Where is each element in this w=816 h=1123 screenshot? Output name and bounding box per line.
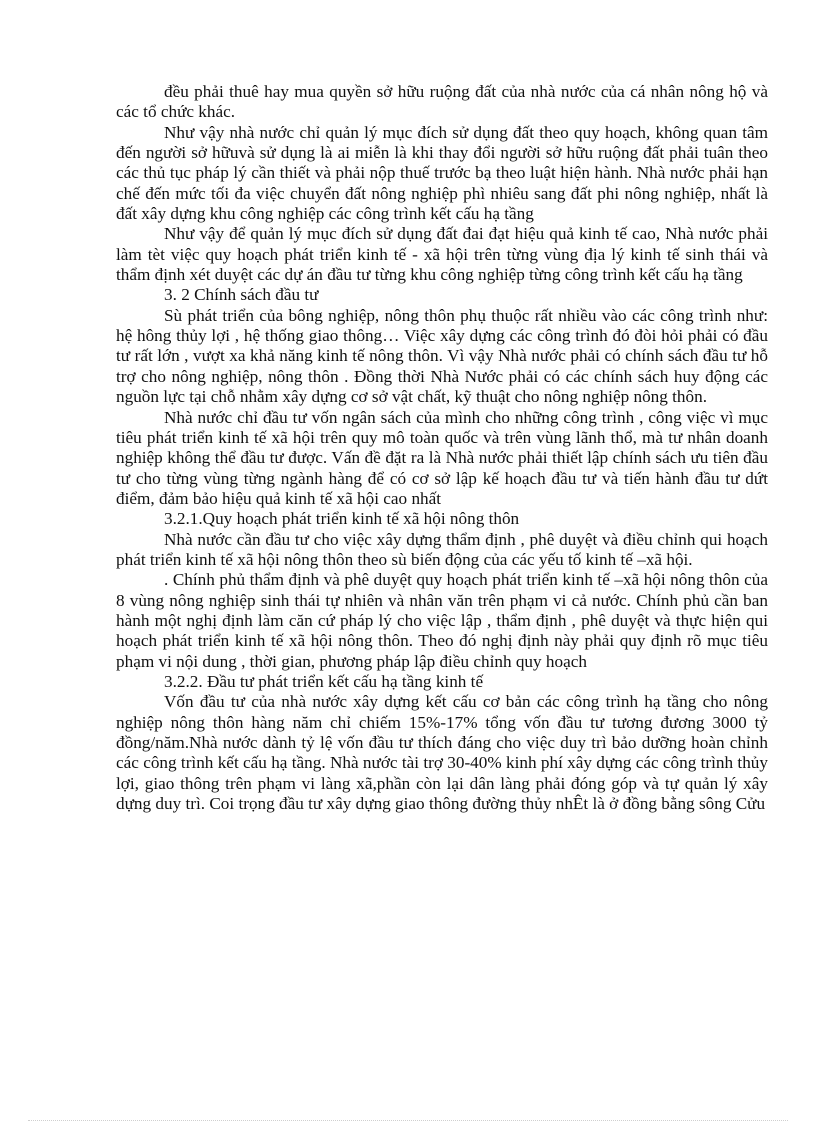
section-heading-rural-planning: 3.2.1.Quy hoạch phát triển kinh tế xã hội nông thôn	[164, 509, 520, 529]
paragraph-planning-adjustment: Nhà nước cần đầu tư cho việc xây dựng thẩm định , phê duyệt và điều chỉnh qui hoạch phát triển kinh tế xã hội nông thôn theo sù biến động của các yếu tố kinh tế –xã hội.	[116, 529, 768, 569]
paragraph-planning-efficiency: Như vậy để quản lý mục đích sử dụng đất đai đạt hiệu quả kinh tế cao, Nhà nước phải làm tèt việc quy hoạch phát triển kinh tế - xã hội trên từng vùng địa lý kinh tế sinh thái và thẩm định xét duyệt các dự án đầu tư từng khu công nghiệp từng công trình kết cấu hạ tầng	[116, 224, 768, 285]
page-bottom-dotted-rule	[28, 1120, 788, 1121]
paragraph-government-approval: . Chính phủ thẩm định và phê duyệt quy hoạch phát triển kinh tế –xã hội nông thôn của 8 vùng nông nghiệp sinh thái tự nhiên và nhân văn trên phạm vi cả nước. Chính phủ cần ban hành một nghị định làm căn cứ pháp lý cho việc lập , thẩm định , phê duyệt và thực hiện qui hoạch phát triển kinh tế xã hội nông thôn. Theo đó nghị định này phải quy định rõ mục tiêu phạm vi nội dung , thời gian, phương pháp lập điều chỉnh quy hoạch	[116, 570, 768, 671]
section-heading-investment-policy: 3. 2 Chính sách đầu tư	[164, 285, 319, 305]
paragraph-infrastructure-investment: Vốn đầu tư của nhà nước xây dựng kết cấu cơ bản các công trình hạ tầng cho nông nghiệp nông thôn hàng năm chỉ chiếm 15%-17% tổng vốn đầu tư tương đương 3000 tỷ đồng/năm.Nhà nước dành tỷ lệ vốn đầu tư thích đáng cho việc duy trì bảo dưỡng hoàn chỉnh các công trình kết cấu hạ tầng. Nhà nước tài trợ 30-40% kinh phí xây dựng các công trình thủy lợi, giao thông trên phạm vi làng xã,phần còn lại dân làng phải đóng góp và tự quản lý xây dựng duy trì. Coi trọng đầu tư xây dựng giao thông đường thủy nhÊt là ở đồng bằng sông Cửu	[116, 692, 768, 814]
document-page	[116, 82, 768, 814]
paragraph-rural-development: Sù phát triển của bông nghiệp, nông thôn phụ thuộc rất nhiều vào các công trình như: hệ hông thủy lợi , hệ thống giao thông… Việc xây dựng các công trình đó đòi hỏi phải có đầu tư rất lớn , vượt xa khả năng kinh tế nông thôn. Vì vậy Nhà nước phải có chính sách đầu tư hỗ trợ cho nông nghiệp, nông thôn . Đồng thời Nhà Nước phải có các chính sách huy động các nguồn lực tại chỗ nhằm xây dựng cơ sở vật chất, kỹ thuật cho nông nghiệp nông thôn.	[116, 305, 768, 407]
section-heading-infrastructure: 3.2.2. Đầu tư phát triển kết cấu hạ tầng kinh tế	[164, 671, 484, 691]
paragraph-state-budget: Nhà nước chỉ đầu tư vốn ngân sách của mình cho những công trình , công việc vì mục tiêu phát triển kinh tế xã hội trên quy mô toàn quốc và trên vùng lãnh thổ, mà tư nhân doanh nghiệp không thể đầu tư được. Vấn đề đặt ra là Nhà nước phải thiết lập chính sách ưu tiên đầu tư cho từng vùng từng ngành hàng để có cơ sở lập kế hoạch đầu tư và tiến hành đầu tư dứt điểm, đảm bảo hiệu quả kinh tế xã hội cao nhất	[116, 407, 768, 508]
paragraph-land-use-purpose: Như vậy nhà nước chỉ quản lý mục đích sử dụng đất theo quy hoạch, không quan tâm đến người sở hữuvà sử dụng là ai miễn là khi thay đổi người sở hữu ruộng đất phải tuân theo các thủ tục pháp lý cần thiết và phải nộp thuế trước bạ theo luật hiện hành. Nhà nước phải hạn chế đến mức tối đa việc chuyển đất nông nghiệp phì nhiêu sang đất phi nông nghiệp, nhất là đất xây dựng khu công nghiệp các công trình kết cấu hạ tầng	[116, 122, 768, 224]
paragraph-land-ownership: đều phải thuê hay mua quyền sở hữu ruộng đất của nhà nước của cá nhân nông hộ và các tổ chức khác.	[116, 82, 768, 122]
